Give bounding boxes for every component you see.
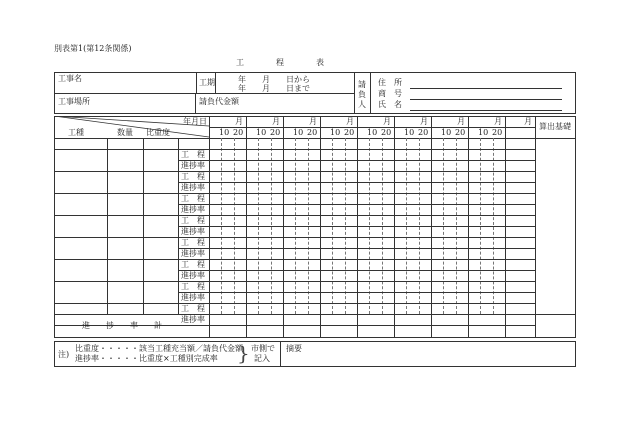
row-work-label: 工 程 (181, 304, 205, 313)
row-progress-label: 進捗率 (181, 183, 205, 192)
month-label: 月 (524, 117, 532, 126)
work-place-label: 工事場所 (58, 97, 90, 106)
tick-label: 10 (441, 128, 452, 137)
tick-label: 20 (270, 128, 281, 137)
row-work-label: 工 程 (181, 194, 205, 203)
right-brace: } (237, 341, 250, 365)
tick-label: 10 (478, 128, 489, 137)
summary-label: 摘要 (286, 344, 302, 353)
tick-label: 10 (219, 128, 230, 137)
row-progress-label: 進捗率 (181, 227, 205, 236)
row-work-label: 工 程 (181, 260, 205, 269)
tick-label: 20 (418, 128, 429, 137)
note-city-fill-2: 記入 (254, 354, 270, 363)
row-work-label: 工 程 (181, 216, 205, 225)
col-weight-header: 比重度 (146, 128, 170, 137)
month-label: 月 (420, 117, 428, 126)
work-name-label: 工事名 (58, 74, 82, 83)
note-prefix: 注) (58, 350, 70, 359)
row-progress-label: 進捗率 (181, 271, 205, 280)
period-label: 工期 (199, 78, 215, 87)
tick-label: 10 (404, 128, 415, 137)
tick-label: 20 (492, 128, 503, 137)
row-progress-label: 進捗率 (181, 315, 205, 324)
col-kind-header: 工種 (68, 128, 84, 137)
period-to: 年 月 日まで (238, 84, 310, 93)
tick-label: 10 (256, 128, 267, 137)
tick-label: 10 (367, 128, 378, 137)
tick-label: 20 (381, 128, 392, 137)
row-work-label: 工 程 (181, 172, 205, 181)
row-work-label: 工 程 (181, 238, 205, 247)
note-progress-definition: 進捗率・・・・・比重度×工種別完成率 (75, 354, 218, 363)
row-progress-label: 進捗率 (181, 205, 205, 214)
row-work-label: 工 程 (181, 282, 205, 291)
month-label: 月 (309, 117, 317, 126)
row-progress-label: 進捗率 (181, 293, 205, 302)
row-progress-label: 進捗率 (181, 161, 205, 170)
row-progress-label: 進捗率 (181, 249, 205, 258)
tick-label: 20 (455, 128, 466, 137)
col-qty-header: 数量 (117, 128, 133, 137)
tick-label: 10 (293, 128, 304, 137)
month-label: 月 (383, 117, 391, 126)
note-city-fill-1: 市側で (251, 344, 275, 353)
contract-amount-label: 請負代金額 (199, 97, 239, 106)
tick-label: 20 (344, 128, 355, 137)
month-label: 月 (457, 117, 465, 126)
month-label: 月 (346, 117, 354, 126)
month-label: 月 (235, 117, 243, 126)
row-work-label: 工 程 (181, 150, 205, 159)
tick-label: 20 (307, 128, 318, 137)
contractor-label: 請負人 (358, 80, 366, 109)
note-weight-definition: 比重度・・・・・該当工種充当額／請負代金額 (75, 344, 243, 353)
document-title: 工 程 表 (236, 58, 324, 67)
month-label: 月 (494, 117, 502, 126)
address-label: 住 所 (378, 78, 402, 87)
ymd-label: 年月日 (183, 117, 207, 126)
document-reference: 別表第1(第12条関係) (54, 44, 132, 53)
total-progress-label: 進 捗 率 計 (82, 321, 162, 330)
person-name-label: 氏 名 (378, 100, 402, 109)
tick-label: 10 (330, 128, 341, 137)
month-label: 月 (272, 117, 280, 126)
tick-label: 20 (233, 128, 244, 137)
period-from: 年 月 日から (238, 75, 310, 84)
basis-header: 算出基礎 (539, 122, 571, 131)
company-label: 商 号 (378, 89, 402, 98)
